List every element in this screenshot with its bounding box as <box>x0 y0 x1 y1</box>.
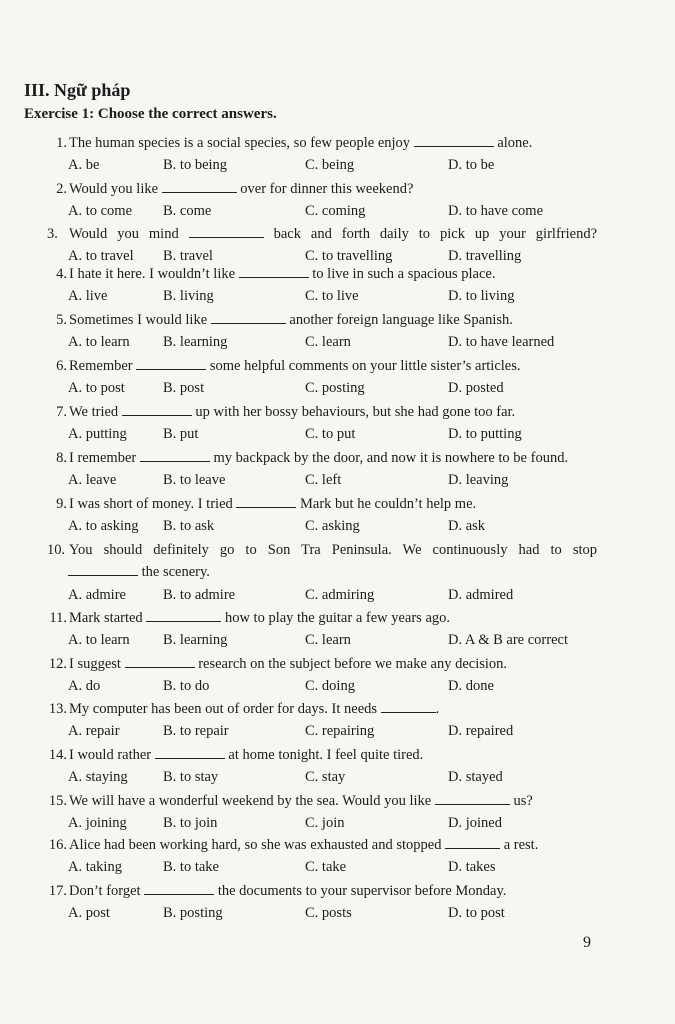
question-stem <box>47 449 647 467</box>
answer-option[interactable]: A. joining <box>68 815 127 831</box>
answer-option[interactable]: B. living <box>163 288 214 304</box>
answer-option[interactable]: B. to join <box>163 815 218 831</box>
question-text-end: some helpful comments on your little sister’s articles. <box>209 358 521 374</box>
question-text: I remember <box>69 450 137 466</box>
answer-option[interactable]: A. to come <box>68 203 133 219</box>
question-number: 2. <box>56 181 67 197</box>
answer-blank[interactable] <box>211 311 286 324</box>
answer-option[interactable]: A. to post <box>68 380 125 396</box>
answer-option[interactable]: C. stay <box>305 769 346 785</box>
question-text: I would rather <box>69 747 152 763</box>
section-title: III. Ngữ pháp <box>24 80 131 100</box>
answer-option[interactable]: B. to admire <box>163 587 236 603</box>
question-stem <box>47 792 647 810</box>
answer-option[interactable]: C. repairing <box>305 723 375 739</box>
question-text: Mark started <box>69 610 143 626</box>
answer-option[interactable]: D. to have learned <box>448 334 555 350</box>
answer-option[interactable]: A. to learn <box>68 334 130 350</box>
question-stem <box>47 609 647 627</box>
answer-blank[interactable] <box>68 563 138 576</box>
question-text: We tried <box>69 404 119 420</box>
question-number: 5. <box>56 312 67 328</box>
answer-option[interactable]: C. learn <box>305 334 351 350</box>
answer-option[interactable]: D. to post <box>448 905 505 921</box>
question-number: 15. <box>48 793 67 809</box>
answer-option[interactable]: C. to put <box>305 426 356 442</box>
answer-option[interactable]: A. do <box>68 678 101 694</box>
answer-option[interactable]: C. join <box>305 815 345 831</box>
question-text-end: alone. <box>497 135 533 151</box>
answer-blank[interactable] <box>162 180 237 193</box>
answer-blank[interactable] <box>239 265 309 278</box>
answer-blank[interactable] <box>140 449 210 462</box>
answer-option[interactable]: B. learning <box>163 632 228 648</box>
answer-option[interactable]: D. done <box>448 678 494 694</box>
answer-blank[interactable] <box>122 403 192 416</box>
question-text-end: research on the subject before we make any decision. <box>198 656 508 672</box>
exercise-title: Exercise 1: Choose the correct answers. <box>24 106 277 122</box>
answer-option[interactable]: D. to have come <box>448 203 544 219</box>
answer-option[interactable]: A. staying <box>68 769 128 785</box>
question-number: 12. <box>48 656 67 672</box>
page-number: 9 <box>583 934 591 951</box>
question-text: Sometimes I would like <box>69 312 208 328</box>
answer-option[interactable]: A. to travel <box>68 248 134 264</box>
answer-option[interactable]: A. live <box>68 288 108 304</box>
answer-option[interactable]: D. repaired <box>448 723 514 739</box>
question-text-end: another foreign language like Spanish. <box>289 312 513 328</box>
question-stem-continued <box>68 563 210 581</box>
answer-option[interactable]: C. coming <box>305 203 366 219</box>
answer-option[interactable]: A. taking <box>68 859 122 875</box>
answer-blank[interactable] <box>445 836 500 849</box>
answer-option[interactable]: D. to living <box>448 288 515 304</box>
answer-option[interactable]: D. travelling <box>448 248 522 264</box>
answer-option[interactable]: C. asking <box>305 518 360 534</box>
answer-option[interactable]: A. leave <box>68 472 117 488</box>
question-text-end: over for dinner this weekend? <box>240 181 414 197</box>
question-number: 6. <box>56 358 67 374</box>
question-text-end: the scenery. <box>141 564 210 580</box>
answer-option[interactable]: B. to being <box>163 157 228 173</box>
answer-option[interactable]: D. A & B are correct <box>448 632 568 648</box>
question-text: The human species is a social species, so few people enjoy <box>69 135 411 151</box>
question-text: I suggest <box>69 656 121 672</box>
answer-option[interactable]: D. leaving <box>448 472 509 488</box>
question-text: My computer has been out of order for days. It needs <box>69 701 378 717</box>
answer-option[interactable]: B. posting <box>163 905 223 921</box>
answer-option[interactable]: A. post <box>68 905 110 921</box>
answer-option[interactable]: A. putting <box>68 426 127 442</box>
answer-option[interactable]: D. to putting <box>448 426 522 442</box>
answer-blank[interactable] <box>414 134 494 147</box>
question-number: 13. <box>48 701 67 717</box>
answer-option[interactable]: A. be <box>68 157 100 173</box>
question-number: 1. <box>56 135 67 151</box>
answer-option[interactable]: C. learn <box>305 632 351 648</box>
question-stem <box>47 836 647 854</box>
question-text: I hate it here. I wouldn’t like <box>69 266 236 282</box>
question-text: Remember <box>69 358 133 374</box>
question-text-end: Mark but he couldn’t help me. <box>300 496 477 512</box>
answer-blank[interactable] <box>236 495 296 508</box>
question-text-end: at home tonight. I feel quite tired. <box>228 747 424 763</box>
question-number: 3. <box>47 226 58 242</box>
answer-blank[interactable] <box>146 609 221 622</box>
question-text-end: my backpack by the door, and now it is nowhere to be found. <box>213 450 569 466</box>
answer-option[interactable]: D. posted <box>448 380 504 396</box>
answer-option[interactable]: B. travel <box>163 248 213 264</box>
answer-option[interactable]: D. stayed <box>448 769 503 785</box>
answer-option[interactable]: A. repair <box>68 723 120 739</box>
answer-blank[interactable] <box>144 882 214 895</box>
question-number: 11. <box>49 610 67 626</box>
question-text-end: to live in such a spacious place. <box>312 266 496 282</box>
answer-option[interactable]: B. to take <box>163 859 219 875</box>
answer-option[interactable]: B. put <box>163 426 199 442</box>
question-stem <box>47 495 647 513</box>
answer-option[interactable]: C. posts <box>305 905 352 921</box>
question-stem <box>47 134 647 152</box>
question-text: Would you like <box>69 181 159 197</box>
answer-option[interactable]: B. post <box>163 380 205 396</box>
question-text-end: the documents to your supervisor before Monday. <box>217 883 507 899</box>
question-stem <box>47 225 597 243</box>
answer-option[interactable]: A. admire <box>68 587 126 603</box>
question-number: 7. <box>56 404 67 420</box>
question-text: We will have a wonderful weekend by the sea. Would you like <box>69 793 432 809</box>
answer-option[interactable]: B. to stay <box>163 769 219 785</box>
question-text-end: how to play the guitar a few years ago. <box>224 610 451 626</box>
answer-blank[interactable] <box>381 700 436 713</box>
question-number: 4. <box>56 266 67 282</box>
answer-option[interactable]: D. to be <box>448 157 495 173</box>
answer-option[interactable]: A. to asking <box>68 518 139 534</box>
answer-option[interactable]: C. being <box>305 157 355 173</box>
question-text-end: . <box>435 701 440 717</box>
answer-blank[interactable] <box>435 792 510 805</box>
question-number: 8. <box>56 450 67 466</box>
question-text: I was short of money. I tried <box>69 496 233 512</box>
question-text-end: up with her bossy behaviours, but she had gone too far. <box>195 404 516 420</box>
question-stem <box>47 700 647 718</box>
question-text: Alice had been working hard, so she was exhausted and stopped <box>69 837 442 853</box>
question-number: 10. <box>47 542 66 558</box>
answer-option[interactable]: C. doing <box>305 678 355 694</box>
answer-option[interactable]: B. come <box>163 203 212 219</box>
answer-option[interactable]: C. admiring <box>305 587 375 603</box>
question-number: 9. <box>56 496 67 512</box>
answer-option[interactable]: C. take <box>305 859 347 875</box>
answer-option[interactable]: A. to learn <box>68 632 130 648</box>
question-text: Don’t forget <box>69 883 141 899</box>
answer-option[interactable]: D. ask <box>448 518 486 534</box>
question-stem <box>47 746 647 764</box>
answer-blank[interactable] <box>125 655 195 668</box>
question-stem <box>47 180 647 198</box>
question-text-end: back and forth daily to pick up your girlfriend? <box>273 226 598 242</box>
answer-option[interactable]: B. to ask <box>163 518 215 534</box>
question-number: 16. <box>48 837 67 853</box>
answer-option[interactable]: B. to leave <box>163 472 226 488</box>
question-stem <box>47 882 647 900</box>
answer-option[interactable]: C. posting <box>305 380 365 396</box>
question-number: 14. <box>48 747 67 763</box>
question-text-end: a rest. <box>503 837 539 853</box>
question-stem <box>47 265 647 283</box>
answer-option[interactable]: C. to live <box>305 288 359 304</box>
question-stem <box>47 357 647 375</box>
question-text: You should definitely go to Son Tra Peninsula. We continuously had to stop <box>69 542 597 558</box>
answer-option[interactable]: D. joined <box>448 815 502 831</box>
question-stem <box>47 403 647 421</box>
answer-option[interactable]: D. takes <box>448 859 496 875</box>
question-text-end: us? <box>513 793 533 809</box>
answer-option[interactable]: D. admired <box>448 587 514 603</box>
question-number: 17. <box>48 883 67 899</box>
answer-blank[interactable] <box>189 225 264 238</box>
answer-option[interactable]: C. to travelling <box>305 248 393 264</box>
answer-option[interactable]: B. learning <box>163 334 228 350</box>
answer-blank[interactable] <box>155 746 225 759</box>
answer-option[interactable]: B. to repair <box>163 723 229 739</box>
question-stem <box>47 311 647 329</box>
answer-option[interactable]: C. left <box>305 472 342 488</box>
answer-option[interactable]: B. to do <box>163 678 210 694</box>
question-stem <box>47 655 647 673</box>
answer-blank[interactable] <box>136 357 206 370</box>
question-text: Would you mind <box>69 226 179 242</box>
question-stem <box>47 541 597 559</box>
